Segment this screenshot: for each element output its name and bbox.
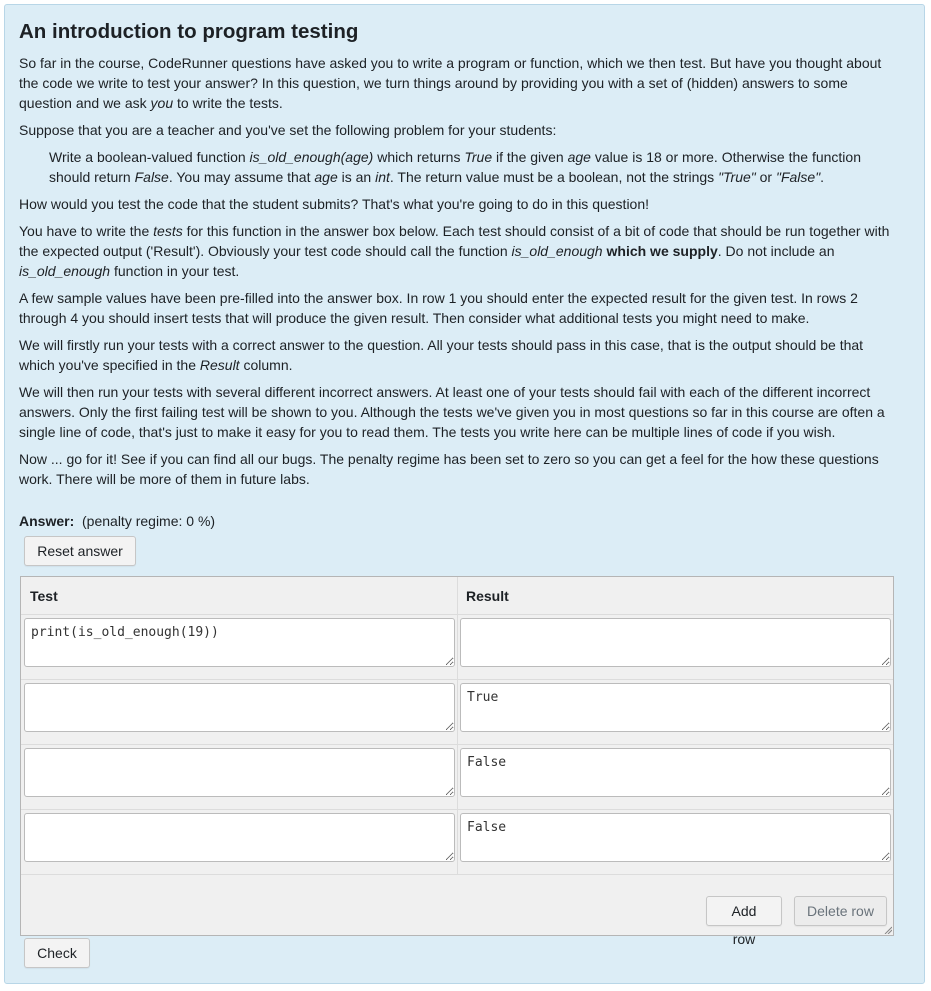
- result-cell-row-1[interactable]: [460, 618, 891, 667]
- column-header-test: Test: [30, 588, 58, 604]
- result-cell-row-3[interactable]: [460, 748, 891, 797]
- penalty-regime: (penalty regime: 0 %): [82, 513, 216, 529]
- setup-paragraph: Suppose that you are a teacher and you've set the following problem for your students:: [19, 122, 557, 138]
- test-cell-row-2[interactable]: [24, 683, 455, 732]
- result-cell-row-2[interactable]: [460, 683, 891, 732]
- test-table: [20, 576, 894, 947]
- reset-answer-button[interactable]: Reset answer: [24, 536, 136, 566]
- sample-values-paragraph: A few sample values have been pre-filled into the answer box. In row 1 you should enter the expected result for the given test. In rows 2 through 4 you should insert tests that will produce the given result. Then consider what additional tests you might need to make.: [19, 290, 858, 326]
- add-row-button[interactable]: Add row: [706, 896, 782, 926]
- column-divider: [457, 577, 458, 874]
- tests-paragraph: You have to write the tests for this function in the answer box below. Each test should consist of a bit of code that should be run together with the expected output ('Result'). Obviously your test code should call the function is_old_enough which we supply. Do not include an is_old_enough function in your test.: [19, 223, 890, 279]
- problem-quote: Write a boolean-valued function is_old_enough(age) which returns True if the given age value is 18 or more. Otherwise the function should return False. You may assume that age is an int. The return value must be a boolean, not the strings "True" or "False".: [49, 149, 861, 185]
- test-cell-row-3[interactable]: [24, 748, 455, 797]
- incorrect-answers-paragraph: We will then run your tests with several different incorrect answers. At least one of your tests should fail with each of the different incorrect answers. Only the first failing test will be shown to you. Although the tests we've given you in most questions so far in this course are often a single line of code, that's just to make it easy for you to read them. The tests you write here can be multiple lines of code if you wish.: [19, 384, 885, 440]
- test-cell-row-1[interactable]: [24, 618, 455, 667]
- check-button[interactable]: Check: [24, 938, 90, 968]
- delete-row-button[interactable]: Delete row: [794, 896, 887, 926]
- test-cell-row-4[interactable]: [24, 813, 455, 862]
- question-panel: [4, 4, 925, 984]
- intro-paragraph: So far in the course, CodeRunner questions have asked you to write a program or function, which we then test. But have you thought about the code we write to test your answer? In this question, we turn things around by providing you with a set of (hidden) answers to some question and we ask you to write the tests.: [19, 55, 882, 111]
- result-cell-row-4[interactable]: [460, 813, 891, 862]
- column-header-result: Result: [466, 588, 509, 604]
- resize-handle-icon[interactable]: [884, 926, 892, 934]
- question-title: An introduction to program testing: [19, 20, 359, 43]
- question-paragraph: How would you test the code that the student submits? That's what you're going to do in this question!: [19, 196, 650, 212]
- go-for-it-paragraph: Now ... go for it! See if you can find all our bugs. The penalty regime has been set to zero so you can get a feel for the how these questions work. There will be more of them in future labs.: [19, 451, 879, 487]
- answer-label: Answer: (penalty regime: 0 %): [19, 513, 216, 529]
- correct-answer-paragraph: We will firstly run your tests with a correct answer to the question. All your tests should pass in this case, that is the output should be that which you've specified in the Result column.: [19, 337, 864, 373]
